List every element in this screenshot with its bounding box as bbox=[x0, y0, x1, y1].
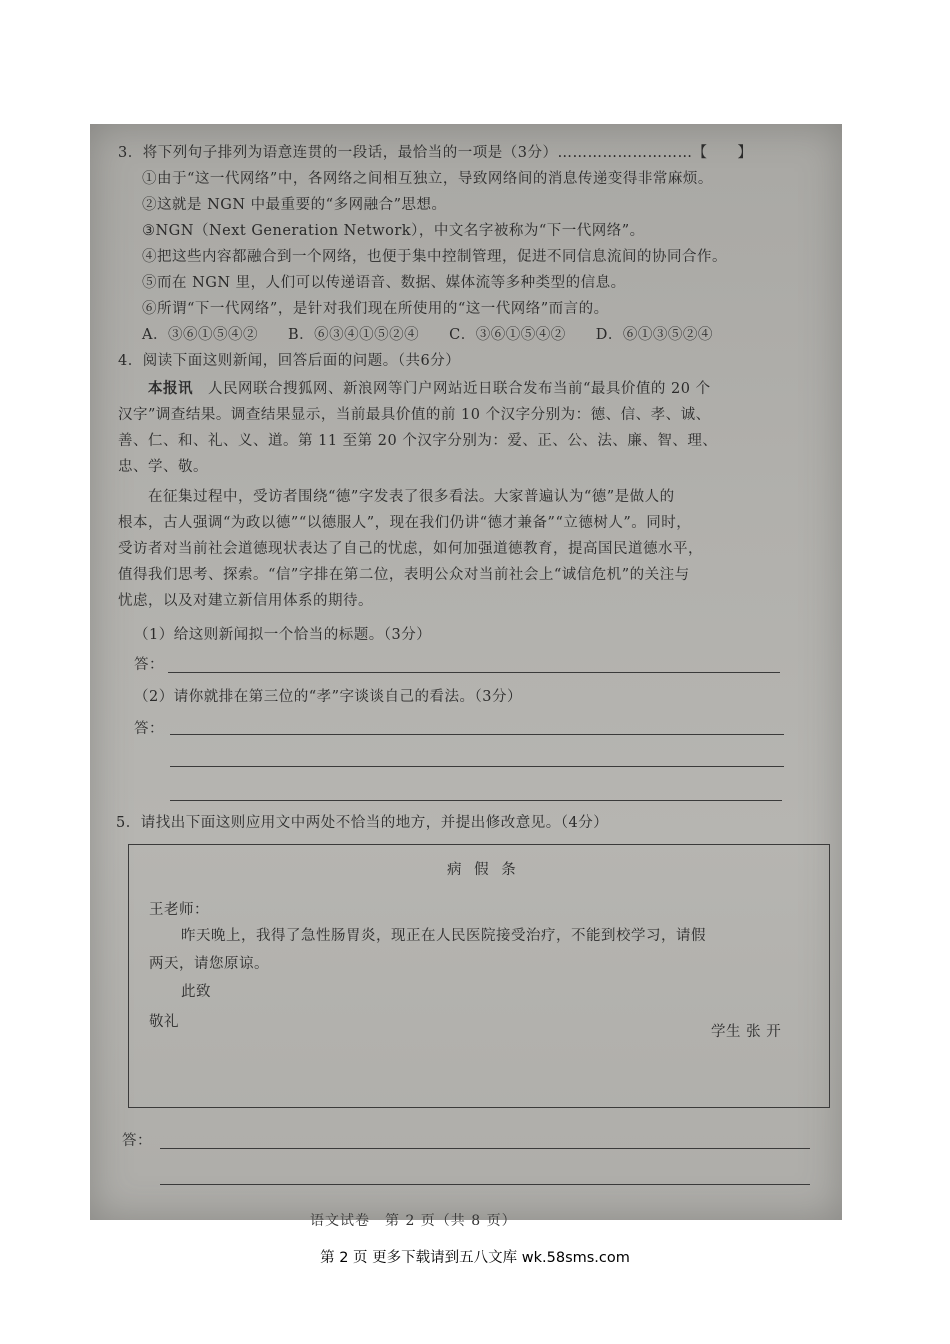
q4-answer-line-2 bbox=[170, 734, 784, 735]
leave-note-box bbox=[128, 844, 830, 1108]
leave-note-signature: 学生 张 开 bbox=[711, 1024, 782, 1040]
q3-sentence-5: ⑤而在 NGN 里，人们可以传递语音、数据、媒体流等多种类型的信息。 bbox=[142, 275, 626, 291]
q5-answer-line-2 bbox=[160, 1184, 810, 1185]
q4-answer-line-4 bbox=[170, 800, 782, 801]
q4-p1-line2: 汉字”调查结果。调查结果显示，当前最具价值的前 10 个汉字分别为：德、信、孝、诚、 bbox=[118, 407, 711, 423]
leave-note-closing-2: 敬礼 bbox=[149, 1014, 179, 1030]
leave-note-closing-1: 此致 bbox=[181, 984, 211, 1000]
q4-answer-label-2: 答： bbox=[134, 721, 164, 737]
exam-page-photo bbox=[90, 124, 842, 1229]
leave-note-title: 病 假 条 bbox=[447, 862, 520, 878]
q3-stem: 3．将下列句子排列为语意连贯的一段话，最恰当的一项是（3分）………………………【 】 bbox=[118, 145, 753, 161]
q3-sentence-6: ⑥所谓“下一代网络”，是针对我们现在所使用的“这一代网络”而言的。 bbox=[142, 301, 609, 317]
q3-sentence-4: ④把这些内容都融合到一个网络，也便于集中控制管理，促进不同信息流间的协同合作。 bbox=[142, 249, 727, 265]
q4-answer-line-1 bbox=[168, 672, 780, 673]
leave-note-greeting: 王老师： bbox=[149, 902, 209, 918]
page-footer: 第 2 页 更多下载请到五八文库 wk.58sms.com bbox=[320, 1250, 630, 1266]
q5-answer-line-1 bbox=[160, 1148, 810, 1149]
q4-p1-line4: 忠、学、敬。 bbox=[118, 459, 208, 475]
photo-page-footer: 语文试卷 第 2 页（共 8 页） bbox=[310, 1213, 517, 1229]
q4-answer-label-1: 答： bbox=[134, 657, 164, 673]
q4-p1-line1: 人民网联合搜狐网、新浪网等门户网站近日联合发布当前“最具价值的 20 个 bbox=[208, 381, 711, 397]
q4-p2-line1: 在征集过程中，受访者围绕“德”字发表了很多看法。大家普遍认为“德”是做人的 bbox=[148, 489, 675, 505]
q4-subquestion-1: （1）给这则新闻拟一个恰当的标题。（3分） bbox=[134, 627, 432, 643]
q5-answer-label: 答： bbox=[122, 1133, 152, 1149]
q3-sentence-1: ①由于“这一代网络”中，各网络之间相互独立，导致网络间的消息传递变得非常麻烦。 bbox=[142, 171, 713, 187]
leave-note-body-line2: 两天，请您原谅。 bbox=[149, 956, 269, 972]
leave-note-body-line1: 昨天晚上，我得了急性肠胃炎，现正在人民医院接受治疗，不能到校学习，请假 bbox=[181, 928, 706, 944]
q4-lead: 本报讯 bbox=[148, 380, 193, 397]
q3-options: A．③⑥①⑤④② B．⑥③④①⑤②④ C．③⑥①⑤④② D．⑥①③⑤②④ bbox=[142, 327, 713, 343]
q4-p2-line3: 受访者对当前社会道德现状表达了自己的忧虑，如何加强道德教育，提高国民道德水平， bbox=[118, 541, 703, 557]
q5-stem: 5．请找出下面这则应用文中两处不恰当的地方，并提出修改意见。（4分） bbox=[116, 815, 609, 831]
q4-stem: 4．阅读下面这则新闻，回答后面的问题。（共6分） bbox=[118, 353, 461, 369]
q4-subquestion-2: （2）请你就排在第三位的“孝”字谈谈自己的看法。（3分） bbox=[134, 689, 523, 705]
q4-answer-line-3 bbox=[170, 766, 784, 767]
q4-p2-line4: 值得我们思考、探索。“信”字排在第二位，表明公众对当前社会上“诚信危机”的关注与 bbox=[118, 567, 690, 583]
q3-sentence-3: ③NGN（Next Generation Network），中文名字被称为“下一代网络”。 bbox=[142, 223, 645, 239]
q4-p2-line5: 忧虑，以及对建立新信用体系的期待。 bbox=[118, 593, 373, 609]
q4-p2-line2: 根本，古人强调“为政以德”“以德服人”，现在我们仍讲“德才兼备”“立德树人”。同时， bbox=[118, 515, 692, 531]
q4-p1-line3: 善、仁、和、礼、义、道。第 11 至第 20 个汉字分别为：爱、正、公、法、廉、智、理、 bbox=[118, 433, 718, 449]
q3-sentence-2: ②这就是 NGN 中最重要的“多网融合”思想。 bbox=[142, 197, 447, 213]
